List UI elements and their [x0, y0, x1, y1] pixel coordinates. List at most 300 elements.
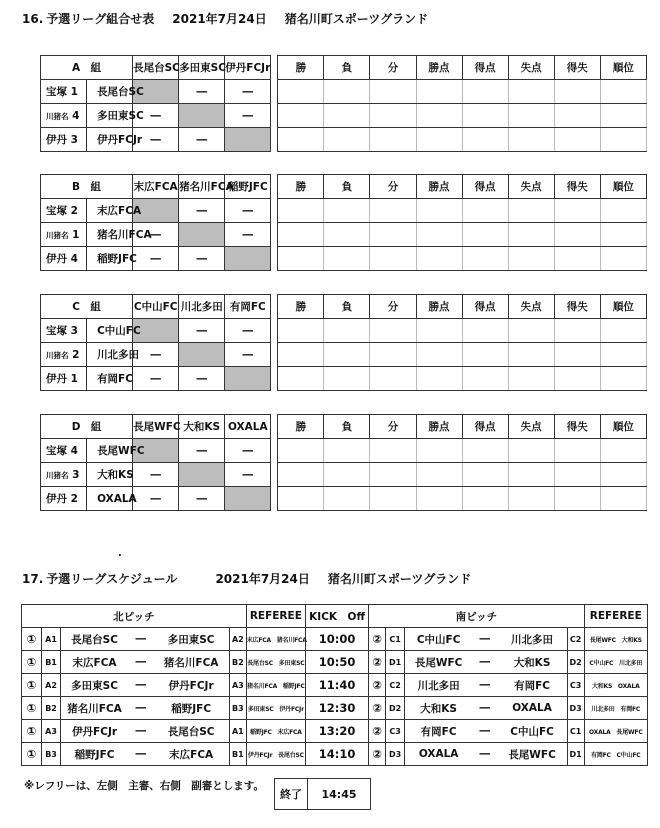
stat-cell [324, 128, 370, 152]
group-label: A 組 [41, 56, 133, 80]
stat-cell [554, 247, 600, 271]
group-header-row [41, 56, 647, 80]
north-home-code: B1 [42, 651, 61, 674]
schedule-header-row [22, 605, 648, 628]
stat-cell [600, 247, 646, 271]
section17-number: 17. [22, 572, 44, 586]
stat-cell [462, 439, 508, 463]
column-gap [271, 295, 278, 319]
self-match-cell [179, 104, 225, 128]
stat-header: 勝 [278, 56, 324, 80]
north-home-team: 多田東SC [61, 674, 129, 697]
group-column-team: C中山FC [133, 295, 179, 319]
south-vs-dash: ― [472, 720, 497, 743]
stat-cell [462, 367, 508, 391]
south-away-team: 長尾WFC [497, 743, 567, 766]
north-referee: 猪名川FCA 稲野JFC [246, 674, 305, 697]
column-gap [271, 367, 278, 391]
kickoff-time: 10:50 [305, 651, 368, 674]
north-vs-dash: ― [128, 720, 153, 743]
south-away-team: 有岡FC [497, 674, 567, 697]
stat-cell [416, 343, 462, 367]
north-home-code: A3 [42, 720, 61, 743]
stat-cell [508, 223, 554, 247]
stat-cell [278, 80, 324, 104]
north-pitch-number: ① [22, 651, 42, 674]
stat-header: 負 [324, 56, 370, 80]
column-gap [271, 247, 278, 271]
stat-cell [416, 247, 462, 271]
venue-label: 川猪名 [46, 350, 69, 360]
row-team: C中山FC [87, 319, 133, 343]
stat-header: 得失 [554, 175, 600, 199]
south-pitch-number: ② [369, 651, 386, 674]
match-cell: ― [133, 128, 179, 152]
schedule-row [22, 720, 648, 743]
north-away-team: 多田東SC [153, 628, 229, 651]
north-away-team: 稲野JFC [153, 697, 229, 720]
south-home-team: OXALA [405, 743, 473, 766]
stat-cell [554, 80, 600, 104]
south-home-code: C1 [386, 628, 405, 651]
north-pitch-number: ① [22, 674, 42, 697]
stat-cell [416, 199, 462, 223]
venue-label: 伊丹 [46, 493, 67, 505]
stat-header: 順位 [600, 415, 646, 439]
stat-header: 順位 [600, 295, 646, 319]
stat-cell [324, 199, 370, 223]
seed-number: 4 [72, 109, 80, 122]
south-pitch-number: ② [369, 720, 386, 743]
group-label: D 組 [41, 415, 133, 439]
schedule-row [22, 628, 648, 651]
stat-cell [600, 319, 646, 343]
stat-cell [416, 80, 462, 104]
south-home-code: C3 [386, 720, 405, 743]
group-row [41, 80, 647, 104]
stat-cell [508, 367, 554, 391]
section17-venue: 猪名川町スポーツグランド [327, 572, 472, 586]
seed-cell [41, 223, 87, 247]
north-referee-header: REFEREE [246, 605, 305, 628]
south-referee: C中山FC 川北多田 [584, 651, 647, 674]
venue-label: 宝塚 [46, 86, 67, 98]
north-away-team: 長尾台SC [153, 720, 229, 743]
stat-cell [554, 104, 600, 128]
south-away-team: C中山FC [497, 720, 567, 743]
group-column-team: 長尾WFC [133, 415, 179, 439]
column-gap [271, 415, 278, 439]
south-pitch-header: 南ピッチ [369, 605, 584, 628]
south-away-code: C1 [567, 720, 584, 743]
stat-header: 得失 [554, 415, 600, 439]
stray-dot: . [118, 548, 122, 559]
stat-cell [370, 487, 416, 511]
section16-title: 予選リーグ組合せ表 [46, 12, 155, 26]
north-pitch-number: ① [22, 697, 42, 720]
stat-header: 分 [370, 295, 416, 319]
self-match-cell [225, 247, 271, 271]
north-home-team: 長尾台SC [61, 628, 129, 651]
section16-date: 2021年7月24日 [172, 12, 267, 26]
stat-cell [554, 128, 600, 152]
stat-cell [554, 199, 600, 223]
north-away-code: A1 [229, 720, 246, 743]
north-vs-dash: ― [128, 697, 153, 720]
seed-number: 3 [70, 325, 78, 337]
stat-cell [370, 80, 416, 104]
kickoff-time: 10:00 [305, 628, 368, 651]
stat-header: 順位 [600, 175, 646, 199]
stat-cell [508, 199, 554, 223]
group-column-team: 長尾台SC [133, 56, 179, 80]
stat-cell [324, 104, 370, 128]
column-gap [271, 223, 278, 247]
stat-cell [554, 319, 600, 343]
north-home-code: A2 [42, 674, 61, 697]
south-pitch-number: ② [369, 674, 386, 697]
south-home-team: 大和KS [405, 697, 473, 720]
match-cell: ― [179, 439, 225, 463]
group-column-team: 川北多田 [179, 295, 225, 319]
stat-cell [416, 367, 462, 391]
stat-cell [600, 487, 646, 511]
seed-cell [41, 319, 87, 343]
stat-cell [600, 343, 646, 367]
stat-cell [278, 487, 324, 511]
seed-cell [41, 463, 87, 487]
kickoff-time: 11:40 [305, 674, 368, 697]
stat-header: 勝 [278, 295, 324, 319]
column-gap [271, 104, 278, 128]
south-home-team: 有岡FC [405, 720, 473, 743]
group-row [41, 247, 647, 271]
north-home-code: B3 [42, 743, 61, 766]
section16-number: 16. [22, 12, 44, 26]
stat-header: 得失 [554, 295, 600, 319]
stat-cell [416, 128, 462, 152]
south-home-team: C中山FC [405, 628, 473, 651]
kickoff-header: KICK Off [305, 605, 368, 628]
south-home-code: D3 [386, 743, 405, 766]
stat-cell [278, 367, 324, 391]
seed-cell [41, 343, 87, 367]
north-away-team: 猪名川FCA [153, 651, 229, 674]
match-cell: ― [225, 199, 271, 223]
north-pitch-number: ① [22, 628, 42, 651]
stat-cell [508, 487, 554, 511]
stat-cell [278, 247, 324, 271]
match-cell: ― [133, 104, 179, 128]
group-header-row [41, 175, 647, 199]
stat-cell [416, 439, 462, 463]
south-home-team: 長尾WFC [405, 651, 473, 674]
stat-header: 勝 [278, 175, 324, 199]
north-referee: 伊丹FCJr 長尾台SC [246, 743, 305, 766]
south-away-code: C3 [567, 674, 584, 697]
row-team: 長尾台SC [87, 80, 133, 104]
column-gap [271, 175, 278, 199]
venue-label: 伊丹 [46, 134, 67, 146]
self-match-cell [225, 128, 271, 152]
section16-venue: 猪名川町スポーツグランド [284, 12, 429, 26]
schedule-row [22, 697, 648, 720]
stat-cell [370, 199, 416, 223]
schedule-row [22, 743, 648, 766]
stat-cell [370, 463, 416, 487]
stat-cell [278, 223, 324, 247]
section17-heading [22, 570, 489, 587]
stat-cell [324, 247, 370, 271]
north-vs-dash: ― [128, 651, 153, 674]
column-gap [271, 199, 278, 223]
south-vs-dash: ― [472, 697, 497, 720]
north-away-code: B2 [229, 651, 246, 674]
stat-cell [554, 439, 600, 463]
stat-cell [554, 487, 600, 511]
kickoff-time: 13:20 [305, 720, 368, 743]
end-time: 14:45 [321, 787, 357, 801]
seed-number: 3 [70, 134, 78, 146]
stat-cell [416, 487, 462, 511]
north-home-code: A1 [42, 628, 61, 651]
row-team: 大和KS [87, 463, 133, 487]
stat-cell [462, 343, 508, 367]
north-away-team: 末広FCA [153, 743, 229, 766]
stat-cell [600, 223, 646, 247]
seed-number: 3 [72, 468, 80, 481]
south-away-code: D2 [567, 651, 584, 674]
column-gap [271, 439, 278, 463]
group-row [41, 104, 647, 128]
section16-heading [22, 10, 446, 27]
south-away-code: D3 [567, 697, 584, 720]
group-column-team: 有岡FC [225, 295, 271, 319]
seed-number: 1 [72, 228, 80, 241]
stat-cell [370, 319, 416, 343]
stat-cell [370, 439, 416, 463]
stat-cell [462, 247, 508, 271]
stat-cell [600, 104, 646, 128]
stat-cell [554, 367, 600, 391]
venue-label: 宝塚 [46, 445, 67, 457]
stat-cell [324, 343, 370, 367]
stat-header: 得点 [462, 56, 508, 80]
stat-header: 勝点 [416, 295, 462, 319]
group-label: C 組 [41, 295, 133, 319]
row-team: 稲野JFC [87, 247, 133, 271]
stat-cell [370, 343, 416, 367]
stat-header: 勝 [278, 415, 324, 439]
group-row [41, 439, 647, 463]
stat-cell [600, 367, 646, 391]
self-match-cell [225, 367, 271, 391]
seed-number: 2 [70, 205, 78, 217]
north-home-team: 伊丹FCJr [61, 720, 129, 743]
match-cell: ― [133, 343, 179, 367]
row-team: 末広FCA [87, 199, 133, 223]
north-home-team: 末広FCA [61, 651, 129, 674]
group-column-team: 伊丹FCJr [225, 56, 271, 80]
group-row [41, 319, 647, 343]
row-team: 伊丹FCJr [87, 128, 133, 152]
stat-header: 勝点 [416, 175, 462, 199]
group-label: B 組 [41, 175, 133, 199]
north-vs-dash: ― [128, 628, 153, 651]
north-referee: 末広FCA 猪名川FCA [246, 628, 305, 651]
match-cell: ― [133, 223, 179, 247]
north-home-code: B2 [42, 697, 61, 720]
stat-cell [278, 104, 324, 128]
seed-cell [41, 128, 87, 152]
match-cell: ― [179, 128, 225, 152]
venue-label: 川猪名 [46, 111, 69, 121]
stat-cell [324, 463, 370, 487]
south-referee: 大和KS OXALA [584, 674, 647, 697]
stat-cell [554, 223, 600, 247]
group-header-row [41, 295, 647, 319]
row-team: 長尾WFC [87, 439, 133, 463]
group-column-team: 稲野JFC [225, 175, 271, 199]
match-cell: ― [179, 80, 225, 104]
match-cell: ― [225, 80, 271, 104]
group-row [41, 463, 647, 487]
group-row [41, 487, 647, 511]
seed-cell [41, 104, 87, 128]
group-row [41, 343, 647, 367]
stat-cell [370, 223, 416, 247]
referee-note: ※レフリーは、左側 主審、右側 副審とします。 [24, 780, 264, 792]
seed-number: 1 [70, 373, 78, 385]
south-away-team: 大和KS [497, 651, 567, 674]
south-referee: OXALA 長尾WFC [584, 720, 647, 743]
south-vs-dash: ― [472, 674, 497, 697]
stat-cell [278, 463, 324, 487]
match-cell: ― [225, 343, 271, 367]
group-table [40, 294, 647, 391]
north-away-code: B1 [229, 743, 246, 766]
stat-cell [324, 367, 370, 391]
match-cell: ― [133, 247, 179, 271]
stat-cell [370, 247, 416, 271]
north-away-code: A2 [229, 628, 246, 651]
stat-header: 失点 [508, 295, 554, 319]
stat-cell [324, 319, 370, 343]
north-away-team: 伊丹FCJr [153, 674, 229, 697]
column-gap [271, 80, 278, 104]
stat-cell [462, 223, 508, 247]
stat-header: 勝点 [416, 56, 462, 80]
match-cell: ― [225, 439, 271, 463]
seed-cell [41, 247, 87, 271]
seed-number: 2 [72, 348, 80, 361]
south-home-code: C2 [386, 674, 405, 697]
stat-cell [508, 319, 554, 343]
stat-cell [416, 319, 462, 343]
self-match-cell [225, 487, 271, 511]
match-cell: ― [225, 223, 271, 247]
stat-cell [508, 439, 554, 463]
seed-number: 1 [70, 86, 78, 98]
north-vs-dash: ― [128, 743, 153, 766]
match-cell: ― [225, 104, 271, 128]
match-cell: ― [133, 463, 179, 487]
stat-header: 分 [370, 175, 416, 199]
seed-number: 4 [70, 445, 78, 457]
stat-cell [600, 128, 646, 152]
stat-cell [324, 487, 370, 511]
group-table [40, 174, 647, 271]
north-away-code: B3 [229, 697, 246, 720]
row-team: OXALA [87, 487, 133, 511]
seed-number: 4 [70, 253, 78, 265]
north-home-team: 稲野JFC [61, 743, 129, 766]
column-gap [271, 343, 278, 367]
south-vs-dash: ― [472, 628, 497, 651]
south-away-code: D1 [567, 743, 584, 766]
group-row [41, 223, 647, 247]
stat-cell [462, 199, 508, 223]
stat-cell [600, 463, 646, 487]
stat-cell [370, 128, 416, 152]
stat-header: 得点 [462, 415, 508, 439]
section17-date: 2021年7月24日 [215, 572, 310, 586]
south-away-code: C2 [567, 628, 584, 651]
stat-cell [278, 128, 324, 152]
stat-header: 分 [370, 56, 416, 80]
stat-cell [462, 80, 508, 104]
stat-cell [278, 319, 324, 343]
stat-cell [278, 199, 324, 223]
seed-number: 2 [70, 493, 78, 505]
group-table [40, 55, 647, 152]
stat-cell [554, 463, 600, 487]
north-pitch-header: 北ピッチ [22, 605, 247, 628]
south-pitch-number: ② [369, 628, 386, 651]
south-pitch-number: ② [369, 697, 386, 720]
schedule-row [22, 651, 648, 674]
south-vs-dash: ― [472, 743, 497, 766]
stat-header: 順位 [600, 56, 646, 80]
stat-cell [462, 128, 508, 152]
stat-cell [278, 439, 324, 463]
seed-cell [41, 367, 87, 391]
venue-label: 伊丹 [46, 373, 67, 385]
south-referee-header: REFEREE [584, 605, 647, 628]
north-pitch-number: ① [22, 743, 42, 766]
north-referee: 多田東SC 伊丹FCJr [246, 697, 305, 720]
stat-cell [416, 223, 462, 247]
south-home-code: D1 [386, 651, 405, 674]
column-gap [271, 128, 278, 152]
match-cell: ― [179, 319, 225, 343]
row-team: 猪名川FCA [87, 223, 133, 247]
stat-cell [508, 128, 554, 152]
seed-cell [41, 487, 87, 511]
stat-header: 得点 [462, 175, 508, 199]
south-home-team: 川北多田 [405, 674, 473, 697]
self-match-cell [179, 463, 225, 487]
stat-header: 負 [324, 295, 370, 319]
stat-cell [370, 367, 416, 391]
north-referee: 長尾台SC 多田東SC [246, 651, 305, 674]
venue-label: 宝塚 [46, 325, 67, 337]
row-team: 有岡FC [87, 367, 133, 391]
south-home-code: D2 [386, 697, 405, 720]
venue-label: 川猪名 [46, 230, 69, 240]
stat-header: 負 [324, 415, 370, 439]
venue-label: 川猪名 [46, 470, 69, 480]
